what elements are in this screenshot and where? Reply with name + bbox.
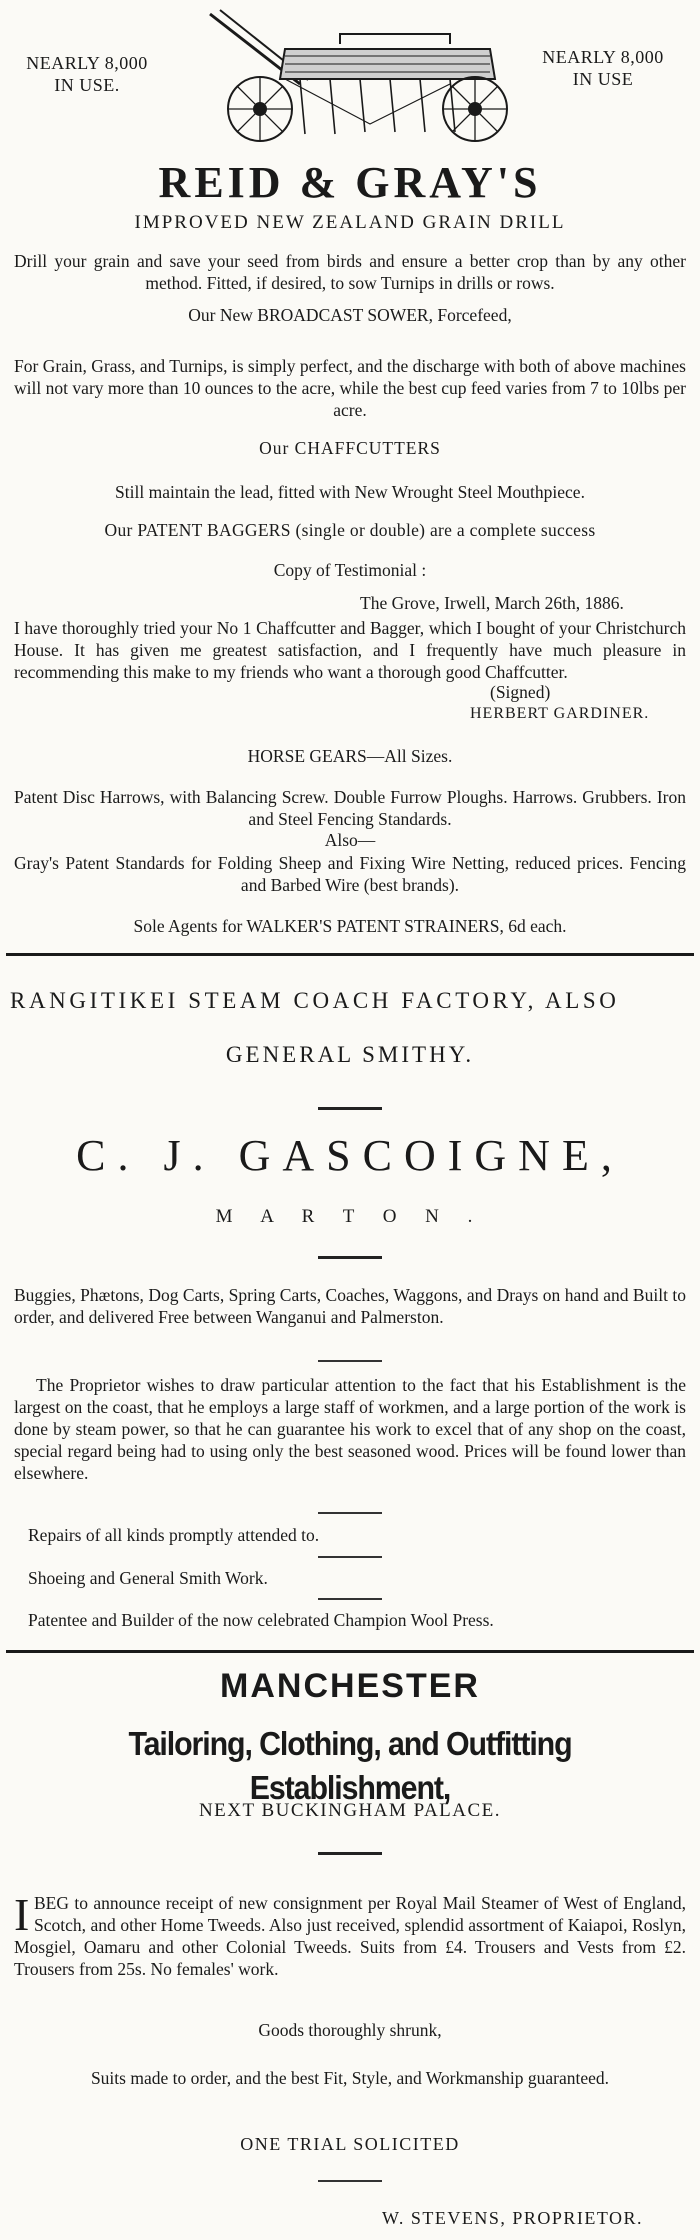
announce-paragraph	[14, 1889, 686, 1980]
testimonial-heading: Copy of Testimonial :	[273, 560, 427, 580]
repairs-line: Repairs of all kinds promptly attended to.	[28, 1525, 320, 1545]
gascoigne-short-rule-1	[318, 1107, 382, 1110]
also-label: Also—	[324, 830, 376, 850]
establishment-subtitle: Tailoring, Clothing, and Outfitting Establishment,	[128, 1725, 572, 1806]
grain-drill-illustration	[190, 4, 520, 154]
broadcast-paragraph: For Grain, Grass, and Turnips, is simply perfect, and the discharge with both of above machines will not vary more than 10 ounces to the acre, while the best cup feed varies from 7 to 10lbs per acre.	[14, 356, 686, 420]
manchester-short-rule-2	[318, 2180, 382, 2182]
nearly-left-badge	[22, 52, 152, 96]
gascoigne-short-rule-6	[318, 1598, 382, 1600]
gascoigne-short-rule-4	[318, 1512, 382, 1514]
proprietor-signature: W. STEVENS, PROPRIETOR.	[382, 2208, 644, 2228]
chaffcutters-text: Still maintain the lead, fitted with New Wrought Steel Mouthpiece.	[115, 482, 585, 502]
section-divider-2	[6, 1650, 694, 1653]
horse-gears-heading: HORSE GEARS—All Sizes.	[247, 746, 453, 766]
nearly-left-line2: IN USE.	[54, 75, 120, 95]
general-smithy-heading: GENERAL SMITHY.	[225, 1042, 475, 1067]
patentee-line: Patentee and Builder of the now celebrated Champion Wool Press.	[28, 1610, 494, 1630]
broadcast-sower-line: Our New BROADCAST SOWER, Forcefeed,	[188, 305, 512, 325]
reid-gray-title: REID & GRAY'S	[158, 158, 542, 207]
shrunk-line: Goods thoroughly shrunk,	[258, 2020, 442, 2040]
trial-solicited: ONE TRIAL SOLICITED	[240, 2134, 460, 2154]
drill-paragraph: Drill your grain and save your seed from birds and ensure a better crop than by any other method. Fitted, if desired, to sow Turnips in drills or rows.	[14, 251, 686, 293]
testimonial-date: The Grove, Irwell, March 26th, 1886.	[360, 593, 624, 613]
coach-factory-heading: RANGITIKEI STEAM COACH FACTORY, ALSO	[10, 988, 620, 1013]
announce-text: BEG to announce receipt of new consignment per Royal Mail Steamer of West of England, Scotch, and other Home Tweeds. Also just received, splendid assortment of Kaiapoi, Roslyn, Mosgiel, Oamaru and other Colonial Tweeds. Suits from £4. Trousers and Vests from £2. Trousers from 25s. No females' work.	[14, 1893, 686, 1979]
nearly-right-badge	[538, 46, 668, 90]
manchester-title: MANCHESTER	[220, 1667, 480, 1705]
chaffcutters-heading: Our CHAFFCUTTERS	[259, 438, 441, 458]
nearly-right-line2: IN USE	[572, 69, 634, 89]
proprietor-paragraph: The Proprietor wishes to draw particular attention to the fact that his Establishment is the largest on the coast, that he employs a large staff of workmen, and a large portion of the work is done by steam power, so that he can guarantee his work to excel that of any shop on the coast, special regard being had to using only the best seasoned wood. Prices will be found lower than elsewhere.	[14, 1375, 686, 1483]
nearly-left-line1: NEARLY 8,000	[26, 53, 148, 73]
shoeing-line: Shoeing and General Smith Work.	[28, 1568, 268, 1588]
dropcap-spacer	[14, 1892, 34, 1934]
standards-paragraph: Gray's Patent Standards for Folding Sheep and Fixing Wire Netting, reduced prices. Fencing and Barbed Wire (best brands).	[14, 853, 686, 895]
manchester-short-rule-1	[318, 1852, 382, 1855]
grain-drill-subtitle: IMPROVED NEW ZEALAND GRAIN DRILL	[134, 212, 566, 233]
gascoigne-name: C. J. GASCOIGNE,	[76, 1131, 624, 1180]
buggies-paragraph: Buggies, Phætons, Dog Carts, Spring Carts, Coaches, Waggons, and Drays on hand and Built to order, and delivered Free between Wanganui and Palmerston.	[14, 1285, 686, 1327]
gascoigne-short-rule-2	[318, 1256, 382, 1259]
buckingham-location: NEXT BUCKINGHAM PALACE.	[198, 1800, 502, 1821]
dropcap-letter: I	[14, 1889, 30, 1940]
gascoigne-short-rule-5	[318, 1556, 382, 1558]
marton-label: M A R T O N .	[215, 1206, 485, 1227]
testimonial-signed: (Signed)	[490, 682, 551, 702]
harrows-paragraph: Patent Disc Harrows, with Balancing Screw. Double Furrow Ploughs. Harrows. Grubbers. Iron and Steel Fencing Standards.	[14, 787, 686, 829]
testimonial-body: I have thoroughly tried your No 1 Chaffcutter and Bagger, which I bought of your Christchurch House. It has given me greatest satisfaction, and I frequently have much pleasure in recommending this make to my friends who want a thorough good Chaffcutter.	[14, 618, 686, 682]
testimonial-signer: HERBERT GARDINER.	[470, 705, 650, 722]
baggers-text: Our PATENT BAGGERS (single or double) are a complete success	[104, 520, 596, 540]
gascoigne-short-rule-3	[318, 1360, 382, 1362]
section-divider-1	[6, 953, 694, 956]
nearly-right-line1: NEARLY 8,000	[542, 47, 664, 67]
suits-line: Suits made to order, and the best Fit, Style, and Workmanship guaranteed.	[90, 2068, 610, 2088]
sole-agents-line: Sole Agents for WALKER'S PATENT STRAINERS, 6d each.	[133, 916, 567, 936]
